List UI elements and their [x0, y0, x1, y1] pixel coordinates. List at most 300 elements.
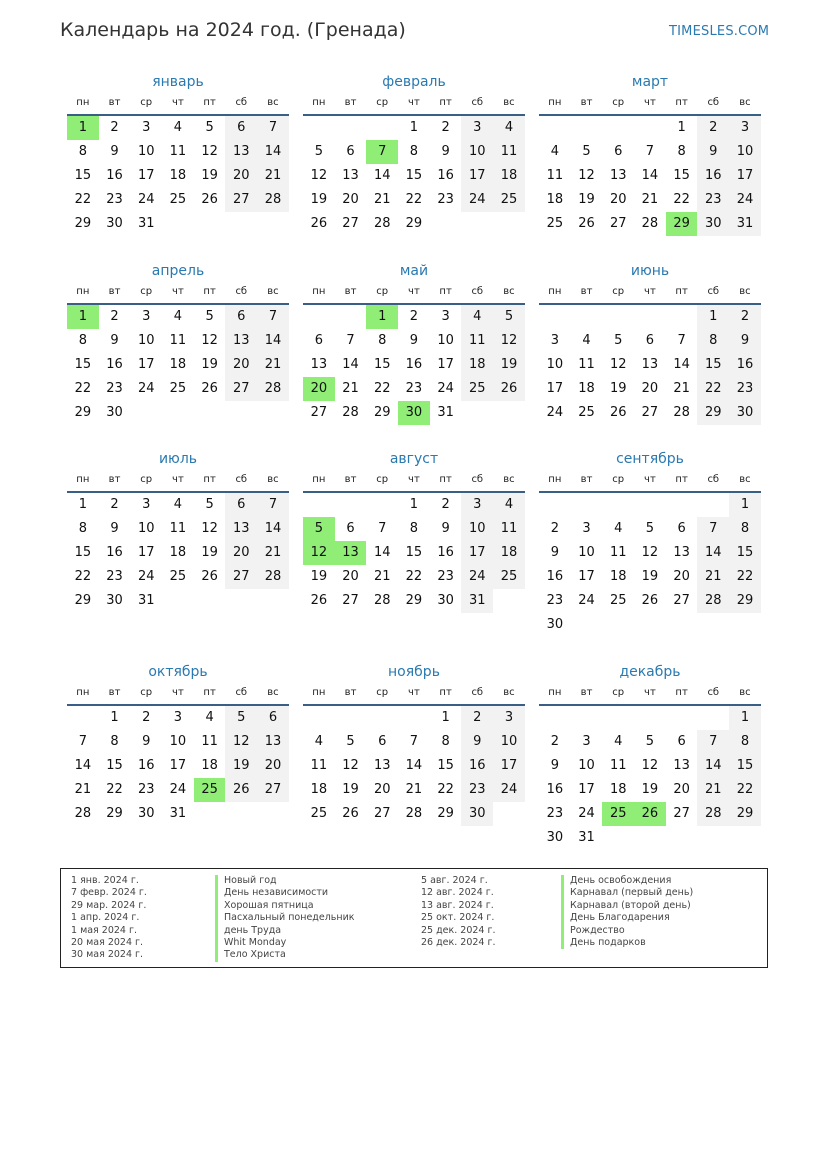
day-cell: 25	[169, 569, 187, 584]
day-cell-empty	[303, 116, 335, 140]
day-cell: 26	[493, 377, 525, 401]
weekday-header	[539, 92, 761, 116]
day-cell: 20	[641, 381, 659, 396]
day-cell: 6	[257, 706, 289, 730]
day-cell: 17	[137, 545, 155, 560]
day-cell: 22	[729, 778, 761, 802]
day-cell: 23	[437, 569, 454, 584]
day-cell-holiday: 12	[303, 541, 335, 565]
day-cell: 16	[461, 754, 493, 778]
weekday-label: вт	[108, 97, 121, 108]
day-cell: 23	[546, 593, 564, 608]
weekday-label: сб	[707, 97, 720, 108]
legend-dates-right	[421, 875, 496, 949]
day-cell: 16	[437, 168, 454, 183]
day-cell: 11	[609, 545, 627, 560]
day-cell-empty	[539, 305, 571, 329]
day-cell: 5	[582, 144, 591, 159]
day-cell: 25	[609, 593, 627, 608]
day-cell: 23	[106, 192, 123, 207]
day-cell: 28	[257, 188, 289, 212]
weekday-label: вс	[739, 687, 751, 698]
legend-holiday-name: день Труда	[215, 925, 355, 937]
day-cell-empty	[539, 116, 571, 140]
day-cell: 27	[342, 593, 359, 608]
day-cell-empty	[634, 305, 666, 329]
day-cell-empty	[67, 706, 99, 730]
day-cell: 5	[205, 309, 214, 324]
day-cell: 11	[169, 333, 187, 348]
weekday-label: пт	[675, 97, 688, 108]
day-cell: 30	[106, 216, 123, 231]
day-cell: 14	[673, 357, 690, 372]
day-cell: 14	[373, 168, 391, 183]
weekday-label: сб	[471, 286, 484, 297]
day-grid	[303, 305, 525, 425]
day-cell: 1	[729, 706, 761, 730]
day-cell: 24	[546, 405, 564, 420]
day-cell: 3	[582, 734, 591, 749]
day-cell: 15	[437, 758, 454, 773]
day-cell: 9	[441, 144, 450, 159]
day-cell: 30	[106, 593, 123, 608]
day-cell: 3	[461, 493, 493, 517]
day-cell: 6	[346, 521, 355, 536]
day-cell: 3	[441, 309, 450, 324]
day-cell: 6	[645, 333, 655, 348]
weekday-label: чт	[644, 286, 656, 297]
day-cell: 22	[74, 192, 92, 207]
day-cell: 5	[225, 706, 257, 730]
weekday-label: пн	[312, 97, 326, 108]
day-cell: 1	[78, 497, 87, 512]
day-cell-holiday: 7	[366, 140, 398, 164]
day-cell: 25	[169, 381, 187, 396]
day-cell: 24	[437, 381, 454, 396]
day-cell: 23	[106, 381, 123, 396]
day-cell: 9	[441, 521, 450, 536]
day-cell: 16	[106, 545, 123, 560]
legend-date: 12 авг. 2024 г.	[421, 887, 494, 899]
day-cell: 3	[582, 521, 591, 536]
day-cell: 27	[373, 806, 391, 821]
day-cell: 16	[405, 357, 423, 372]
legend-holiday-name: Карнавал (второй день)	[561, 900, 693, 912]
day-cell: 19	[201, 545, 218, 560]
day-cell: 9	[550, 545, 559, 560]
legend-holiday-name: Whit Monday	[215, 937, 355, 949]
day-cell: 18	[310, 782, 328, 797]
day-cell: 12	[342, 758, 359, 773]
day-cell-empty	[398, 706, 430, 730]
day-cell: 13	[641, 357, 659, 372]
day-cell: 10	[461, 140, 493, 164]
weekday-label: вт	[580, 286, 593, 297]
day-cell: 7	[409, 734, 419, 749]
legend-dates-left	[71, 875, 147, 962]
day-cell: 7	[257, 493, 289, 517]
weekday-label: пн	[548, 286, 562, 297]
day-cell: 5	[314, 144, 323, 159]
weekday-label: ср	[140, 286, 153, 297]
day-cell: 2	[461, 706, 493, 730]
day-cell: 6	[677, 521, 686, 536]
day-cell: 25	[461, 377, 493, 401]
day-cell: 15	[106, 758, 123, 773]
day-cell: 12	[641, 545, 659, 560]
weekday-label: вт	[108, 474, 121, 485]
day-cell: 8	[378, 333, 387, 348]
day-cell: 9	[461, 730, 493, 754]
day-cell-empty	[366, 706, 398, 730]
day-cell: 29	[697, 401, 729, 425]
weekday-label: чт	[408, 97, 420, 108]
day-cell: 23	[405, 381, 423, 396]
day-cell: 4	[461, 305, 493, 329]
day-cell: 21	[257, 164, 289, 188]
day-cell: 18	[609, 569, 627, 584]
day-cell-holiday: 1	[67, 305, 99, 329]
day-cell-empty	[303, 493, 335, 517]
weekday-label: пн	[76, 474, 90, 485]
day-cell: 7	[78, 734, 87, 749]
day-cell: 3	[142, 497, 151, 512]
day-cell: 4	[173, 120, 183, 135]
day-cell: 28	[257, 377, 289, 401]
day-cell: 4	[173, 497, 183, 512]
day-cell: 18	[461, 353, 493, 377]
day-cell: 20	[373, 782, 391, 797]
day-cell: 19	[310, 569, 328, 584]
day-cell: 15	[405, 545, 423, 560]
month-7	[67, 449, 289, 613]
legend-date: 1 апр. 2024 г.	[71, 912, 140, 924]
day-cell: 8	[409, 521, 419, 536]
day-cell-empty	[602, 116, 634, 140]
month-9	[539, 449, 761, 637]
day-cell: 10	[461, 517, 493, 541]
day-cell: 17	[578, 569, 595, 584]
month-name: февраль	[382, 74, 446, 90]
day-cell: 23	[546, 806, 564, 821]
day-cell: 9	[697, 140, 729, 164]
legend-date: 20 мая 2024 г.	[71, 936, 144, 948]
day-cell: 19	[641, 782, 659, 797]
day-cell-holiday: 29	[666, 212, 698, 236]
day-cell: 28	[74, 806, 92, 821]
day-cell: 21	[342, 381, 359, 396]
weekday-label: чт	[408, 286, 420, 297]
day-cell: 16	[106, 357, 123, 372]
day-cell: 4	[173, 309, 183, 324]
weekday-label: пн	[76, 286, 90, 297]
day-cell: 6	[225, 116, 257, 140]
day-cell: 18	[201, 758, 218, 773]
day-cell-holiday: 13	[335, 541, 367, 565]
day-cell: 10	[729, 140, 761, 164]
weekday-label: чт	[644, 687, 656, 698]
weekday-header	[67, 92, 289, 116]
day-cell: 15	[74, 545, 92, 560]
day-cell: 19	[342, 782, 359, 797]
day-cell: 7	[645, 144, 655, 159]
day-cell-empty	[571, 493, 603, 517]
day-cell: 23	[697, 188, 729, 212]
day-cell: 15	[373, 357, 391, 372]
day-cell: 18	[493, 164, 525, 188]
day-cell: 2	[729, 305, 761, 329]
legend-holiday-name: Рождество	[561, 925, 693, 937]
day-cell: 16	[697, 164, 729, 188]
day-grid	[67, 493, 289, 613]
day-cell: 18	[169, 168, 187, 183]
day-cell: 26	[342, 806, 359, 821]
weekday-header	[539, 682, 761, 706]
weekday-label: вт	[344, 97, 357, 108]
day-cell: 14	[697, 541, 729, 565]
day-cell: 29	[74, 405, 92, 420]
day-cell-empty	[697, 706, 729, 730]
day-cell: 2	[110, 120, 119, 135]
day-cell: 11	[461, 329, 493, 353]
day-cell: 15	[405, 168, 423, 183]
day-grid	[539, 116, 761, 236]
weekday-label: пн	[76, 97, 90, 108]
weekday-label: пн	[548, 97, 562, 108]
day-cell: 6	[677, 734, 686, 749]
weekday-label: вс	[739, 97, 751, 108]
month-8	[303, 449, 525, 613]
day-cell: 24	[169, 782, 187, 797]
day-cell: 30	[137, 806, 155, 821]
day-cell-empty	[303, 706, 335, 730]
day-cell: 3	[461, 116, 493, 140]
day-cell: 31	[578, 830, 595, 845]
site-link[interactable]: TIMESLES.COM	[669, 24, 770, 39]
day-cell: 25	[310, 806, 328, 821]
day-cell: 7	[257, 305, 289, 329]
day-cell: 10	[578, 545, 595, 560]
day-cell: 21	[257, 541, 289, 565]
holiday-legend	[60, 868, 768, 968]
weekday-label: чт	[172, 474, 184, 485]
day-cell: 25	[493, 565, 525, 589]
day-cell-empty	[666, 305, 698, 329]
day-cell: 28	[673, 405, 690, 420]
day-cell: 24	[578, 806, 595, 821]
weekday-label: пт	[203, 474, 216, 485]
day-cell: 11	[493, 140, 525, 164]
day-cell: 31	[461, 589, 493, 613]
legend-names-left	[215, 875, 355, 962]
month-2	[303, 72, 525, 236]
month-name: май	[399, 263, 429, 279]
weekday-label: сб	[235, 286, 248, 297]
day-cell: 24	[461, 188, 493, 212]
day-cell: 8	[697, 329, 729, 353]
weekday-label: ср	[140, 687, 153, 698]
weekday-label: вт	[108, 687, 121, 698]
day-cell: 9	[110, 333, 119, 348]
day-cell-empty	[335, 493, 367, 517]
day-cell: 29	[729, 802, 761, 826]
day-cell: 22	[437, 782, 454, 797]
day-cell: 2	[441, 120, 450, 135]
day-cell: 18	[169, 545, 187, 560]
day-cell: 25	[493, 188, 525, 212]
weekday-label: пт	[675, 687, 688, 698]
weekday-label: сб	[235, 474, 248, 485]
weekday-label: вс	[739, 474, 751, 485]
day-cell: 17	[546, 381, 564, 396]
day-cell: 17	[461, 164, 493, 188]
weekday-label: ср	[376, 474, 389, 485]
day-grid	[67, 706, 289, 826]
legend-date: 5 авг. 2024 г.	[421, 875, 488, 886]
weekday-label: пн	[312, 687, 326, 698]
month-name: январь	[152, 74, 204, 90]
day-cell: 12	[641, 758, 659, 773]
weekday-header	[67, 281, 289, 305]
day-cell: 10	[137, 521, 155, 536]
day-cell-empty	[602, 706, 634, 730]
day-cell: 28	[697, 802, 729, 826]
day-cell: 31	[437, 405, 454, 420]
weekday-label: пн	[312, 286, 326, 297]
day-cell: 11	[169, 521, 187, 536]
day-cell: 7	[697, 517, 729, 541]
day-cell: 26	[578, 216, 595, 231]
day-cell: 29	[437, 806, 454, 821]
day-cell: 9	[142, 734, 151, 749]
month-5	[303, 261, 525, 425]
day-cell: 12	[201, 333, 218, 348]
day-cell: 14	[373, 545, 391, 560]
day-cell: 6	[378, 734, 387, 749]
weekday-header	[67, 682, 289, 706]
day-cell: 13	[609, 168, 627, 183]
day-cell: 7	[677, 333, 686, 348]
month-name: ноябрь	[388, 664, 440, 680]
weekday-label: чт	[408, 474, 420, 485]
day-cell: 30	[546, 830, 564, 845]
day-cell: 2	[441, 497, 450, 512]
day-cell: 7	[697, 730, 729, 754]
day-cell: 8	[78, 144, 87, 159]
day-cell: 2	[697, 116, 729, 140]
weekday-label: чт	[408, 687, 420, 698]
day-cell: 22	[373, 381, 391, 396]
day-cell-empty	[335, 305, 367, 329]
weekday-label: пт	[203, 286, 216, 297]
day-cell: 29	[74, 593, 92, 608]
weekday-label: чт	[644, 97, 656, 108]
day-cell: 5	[346, 734, 355, 749]
day-grid	[303, 706, 525, 826]
day-cell: 20	[673, 782, 690, 797]
weekday-label: сб	[235, 687, 248, 698]
day-cell: 30	[546, 617, 564, 632]
day-cell: 12	[609, 357, 627, 372]
weekday-header	[539, 281, 761, 305]
day-cell: 22	[106, 782, 123, 797]
day-cell: 23	[729, 377, 761, 401]
day-cell: 21	[697, 565, 729, 589]
day-cell: 11	[169, 144, 187, 159]
day-cell: 3	[173, 710, 183, 725]
day-cell: 1	[677, 120, 686, 135]
weekday-label: вс	[739, 286, 751, 297]
day-cell: 11	[578, 357, 595, 372]
legend-date: 26 дек. 2024 г.	[421, 936, 496, 948]
weekday-label: сб	[471, 474, 484, 485]
month-name: март	[631, 74, 669, 90]
day-cell: 15	[729, 541, 761, 565]
day-cell: 8	[729, 730, 761, 754]
weekday-label: пт	[439, 97, 452, 108]
day-cell: 9	[409, 333, 419, 348]
weekday-header	[303, 469, 525, 493]
day-cell: 12	[201, 144, 218, 159]
day-cell: 4	[493, 116, 525, 140]
legend-holiday-name: День Благодарения	[561, 912, 693, 924]
day-cell: 18	[609, 782, 627, 797]
day-cell: 24	[493, 778, 525, 802]
day-cell-empty	[634, 706, 666, 730]
weekday-label: ср	[140, 474, 153, 485]
day-cell: 19	[310, 192, 328, 207]
weekday-label: сб	[707, 687, 720, 698]
day-cell: 20	[609, 192, 627, 207]
day-cell: 7	[257, 116, 289, 140]
weekday-label: пт	[439, 687, 452, 698]
weekday-label: пт	[675, 474, 688, 485]
day-cell: 6	[314, 333, 323, 348]
day-cell: 9	[729, 329, 761, 353]
day-cell: 10	[437, 333, 454, 348]
day-cell: 5	[645, 734, 655, 749]
day-cell: 5	[205, 120, 214, 135]
day-cell: 28	[257, 565, 289, 589]
day-cell: 22	[405, 569, 423, 584]
day-cell: 27	[257, 778, 289, 802]
day-cell-empty	[602, 493, 634, 517]
day-cell: 17	[578, 782, 595, 797]
day-cell: 19	[578, 192, 595, 207]
day-cell: 14	[697, 754, 729, 778]
weekday-label: пт	[203, 687, 216, 698]
weekday-label: пт	[439, 286, 452, 297]
month-name: июль	[158, 451, 198, 467]
day-cell: 26	[641, 593, 659, 608]
month-12	[539, 662, 761, 850]
weekday-label: сб	[471, 687, 484, 698]
month-11	[303, 662, 525, 826]
weekday-label: вт	[580, 97, 593, 108]
day-cell: 29	[373, 405, 391, 420]
legend-holiday-name: День независимости	[215, 887, 355, 899]
legend-holiday-name: Тело Христа	[215, 949, 355, 961]
day-cell: 8	[78, 521, 87, 536]
day-cell: 3	[142, 120, 151, 135]
day-cell: 5	[614, 333, 623, 348]
day-cell: 2	[550, 521, 559, 536]
weekday-label: ср	[612, 687, 625, 698]
day-grid	[67, 305, 289, 425]
weekday-label: ср	[140, 97, 153, 108]
day-cell: 31	[169, 806, 187, 821]
month-name: апрель	[151, 263, 205, 279]
